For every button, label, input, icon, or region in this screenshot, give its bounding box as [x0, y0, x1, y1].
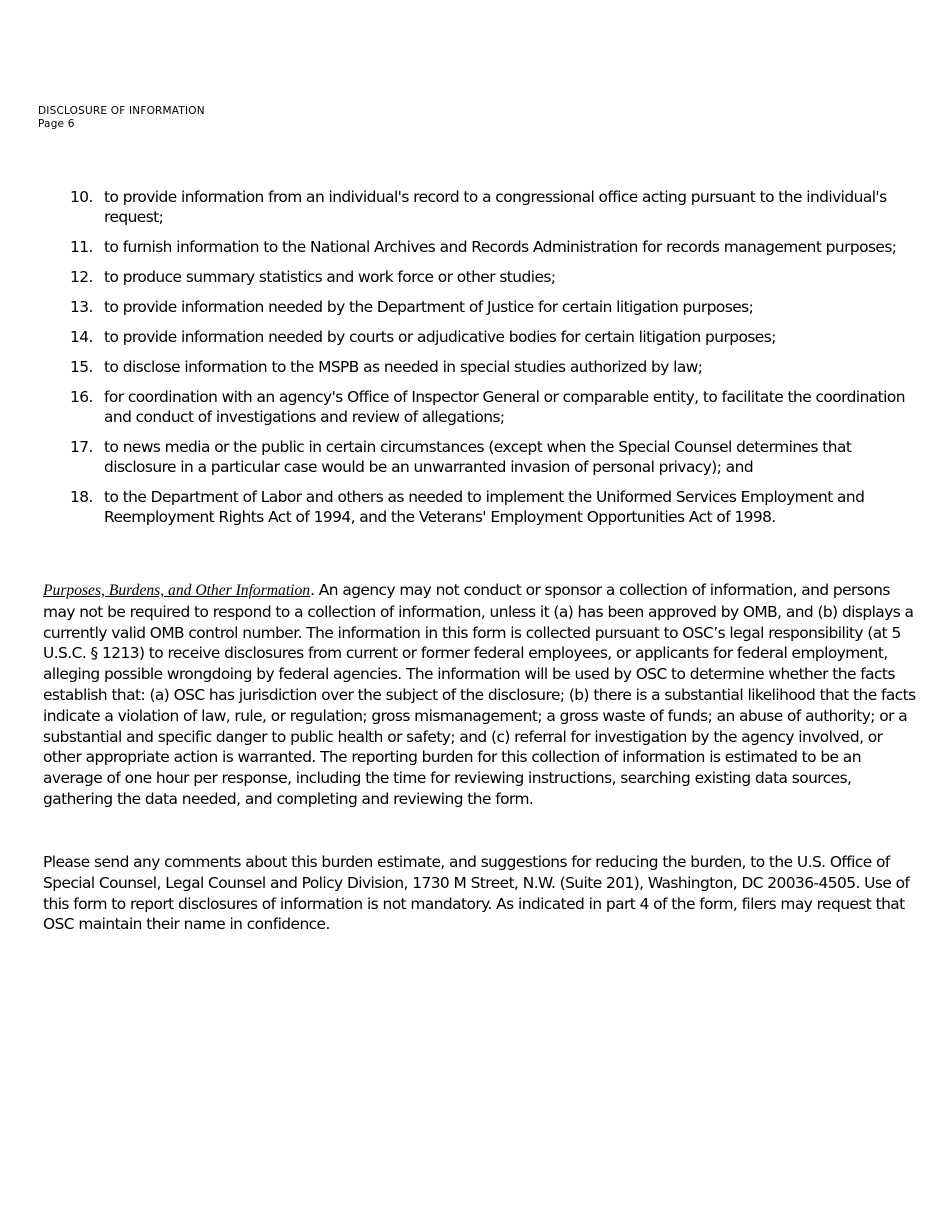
item-text: to provide information from an individual's record to a congressional office acting pursuant to the individual's request;	[104, 188, 887, 226]
item-number: 17.	[70, 438, 93, 456]
purposes-body: . An agency may not conduct or sponsor a collection of information, and persons may not be required to respond to a collection of information, unless it (a) has been approved by OMB, and (b) displays a currently valid OMB control number. The information in this form is collected pursuant to OSC’s legal responsibility (at 5 U.S.C. § 1213) to receive disclosures from current or former federal employees, or applicants for federal employment, alleging possible wrongdoing by federal agencies. The information will be used by OSC to determine whether the facts establish that: (a) OSC has jurisdiction over the subject of the disclosure; (b) there is a substantial likelihood that the facts indicate a violation of law, rule, or regulation; gross mismanagement; a gross waste of funds; an abuse of authority; or a substantial and specific danger to public health or safety; and (c) referral for investigation by the agency involved, or other appropriate action is warranted. The reporting burden for this collection of information is estimated to be an average of one hour per response, including the time for reviewing instructions, searching existing data sources, gathering the data needed, and completing and reviewing the form.	[43, 581, 916, 808]
purposes-paragraph	[43, 580, 923, 810]
item-text: to provide information needed by the Department of Justice for certain litigation purposes;	[104, 298, 754, 316]
item-number: 15.	[70, 358, 93, 376]
list-item	[0, 267, 950, 287]
item-text: to the Department of Labor and others as needed to implement the Uniformed Services Employment and Reemployment Rights Act of 1994, and the Veterans' Employment Opportunities Act of 1998.	[104, 488, 865, 526]
item-text: to produce summary statistics and work force or other studies;	[104, 268, 556, 286]
list-item	[0, 237, 950, 257]
item-number: 12.	[70, 268, 93, 286]
item-text: to news media or the public in certain circumstances (except when the Special Counsel determines that disclosure in a particular case would be an unwarranted invasion of personal privacy); and	[104, 438, 852, 476]
item-number: 10.	[70, 188, 93, 206]
list-item	[0, 187, 950, 227]
item-number: 13.	[70, 298, 93, 316]
list-item	[0, 387, 950, 427]
routine-uses-list	[0, 187, 950, 537]
list-item	[0, 357, 950, 377]
purposes-heading: Purposes, Burdens, and Other Information	[43, 582, 311, 599]
item-text: to disclose information to the MSPB as needed in special studies authorized by law;	[104, 358, 703, 376]
list-item	[0, 437, 950, 477]
item-text: to furnish information to the National Archives and Records Administration for records management purposes;	[104, 238, 897, 256]
comments-paragraph: Please send any comments about this burden estimate, and suggestions for reducing the burden, to the U.S. Office of Special Counsel, Legal Counsel and Policy Division, 1730 M Street, N.W. (Suite 201), Washington, DC 20036-4505. Use of this form to report disclosures of information is not mandatory. As indicated in part 4 of the form, filers may request that OSC maintain their name in confidence.	[43, 853, 910, 934]
item-number: 16.	[70, 388, 93, 406]
item-number: 11.	[70, 238, 93, 256]
page-header	[38, 105, 205, 131]
item-number: 14.	[70, 328, 93, 346]
list-item	[0, 327, 950, 347]
item-number: 18.	[70, 488, 93, 506]
list-item	[0, 297, 950, 317]
item-text: for coordination with an agency's Office of Inspector General or comparable entity, to facilitate the coordination and conduct of investigations and review of allegations;	[104, 388, 905, 426]
list-item	[0, 487, 950, 527]
document-title: DISCLOSURE OF INFORMATION	[38, 105, 205, 117]
page-number: Page 6	[38, 118, 75, 130]
item-text: to provide information needed by courts or adjudicative bodies for certain litigation purposes;	[104, 328, 776, 346]
